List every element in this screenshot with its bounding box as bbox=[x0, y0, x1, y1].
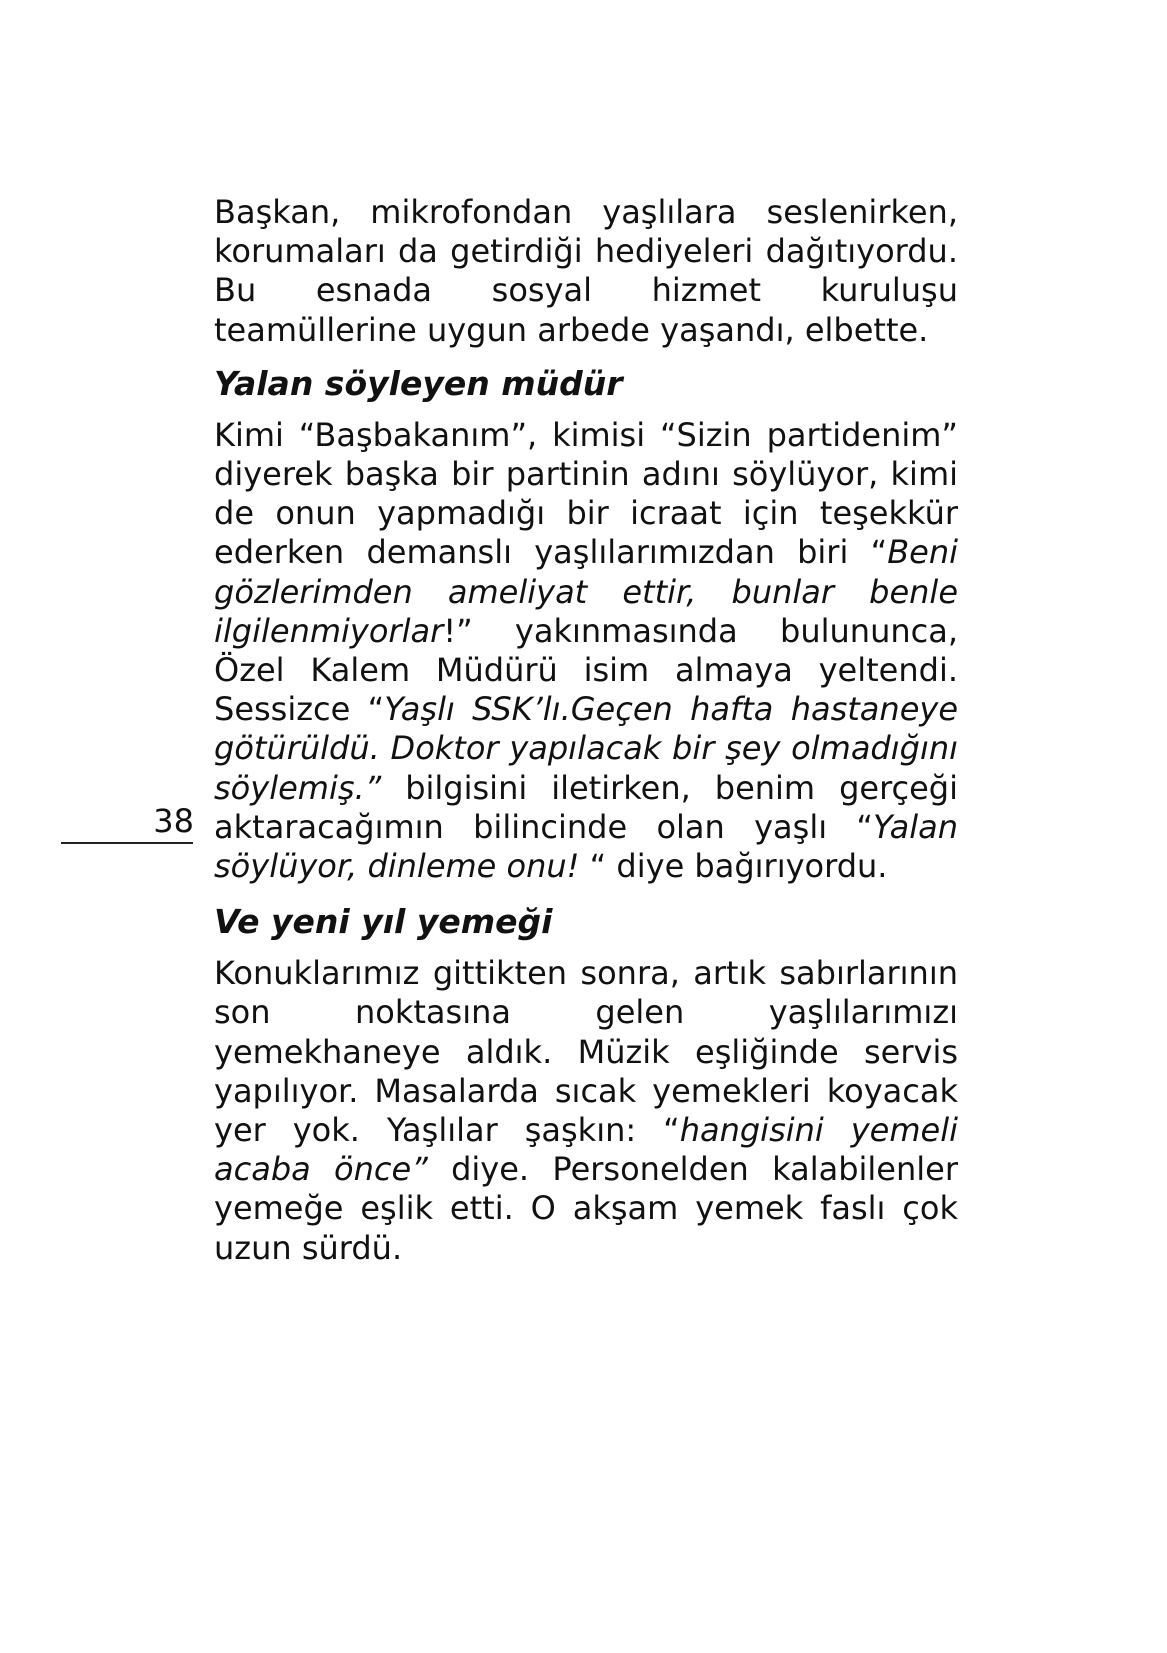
p2-text-3: bilgisini iletirken, benim gerçeği aktaracağımın bilincinde olan yaşlı “ bbox=[214, 768, 958, 846]
paragraph-1: Başkan, mikrofondan yaşlılara seslenirken, korumaları da getirdiği hediyeleri dağıtıyordu. Bu esnada sosyal hizmet kuruluşu teamüllerine uygun arbede yaşandı, elbette. bbox=[214, 193, 958, 349]
paragraph-2 bbox=[214, 416, 958, 886]
p2-text-2: !” yakınmasında bulununca, Özel Kalem Müdürü isim almaya yeltendi. Sessizce “ bbox=[214, 611, 958, 729]
page-number: 38 bbox=[153, 802, 194, 840]
p2-italic-quote-3: Yalan söylüyor, dinleme onu! bbox=[214, 807, 958, 886]
p2-italic-quote-1: Beni gözlerimden ameliyat ettir, bunlar benle ilgilenmiyorlar bbox=[214, 533, 958, 650]
paragraph-3 bbox=[214, 954, 958, 1268]
section-heading-yalan: Yalan söyleyen müdür bbox=[214, 363, 623, 403]
page-number-rule bbox=[61, 842, 193, 844]
p2-text-1: Kimi “Başbakanım”, kimisi “Sizin partidenim” diyerek başka bir partinin adını söylüyor, kimi de onun yapmadığı bir icraat için teşekkür ederken demanslı yaşlılarımızdan biri “ bbox=[214, 415, 958, 572]
p3-text-1: Konuklarımız gittikten sonra, artık sabırlarının son noktasına gelen yaşlılarımızı yemekhaneye aldık. Müzik eşliğinde servis yapılıyor. Masalarda sıcak yemekleri koyacak yer yok. Yaşlılar şaşkın: “ bbox=[214, 954, 958, 1150]
section-heading-yemek: Ve yeni yıl yemeği bbox=[214, 902, 553, 942]
p2-text-4: “ diye bağırıyordu. bbox=[579, 847, 888, 886]
page-text bbox=[214, 193, 958, 1268]
p3-italic-quote: hangisini yemeli acaba önce” bbox=[214, 1111, 959, 1189]
p3-text-2: diye. Personelden kalabilenler yemeğe eşlik etti. O akşam yemek faslı çok uzun sürdü. bbox=[214, 1150, 959, 1267]
p2-italic-quote-2: Yaşlı SSK’lı.Geçen hafta hastaneye götürüldü. Doktor yapılacak bir şey olmadığını söylemiş.” bbox=[214, 690, 959, 807]
